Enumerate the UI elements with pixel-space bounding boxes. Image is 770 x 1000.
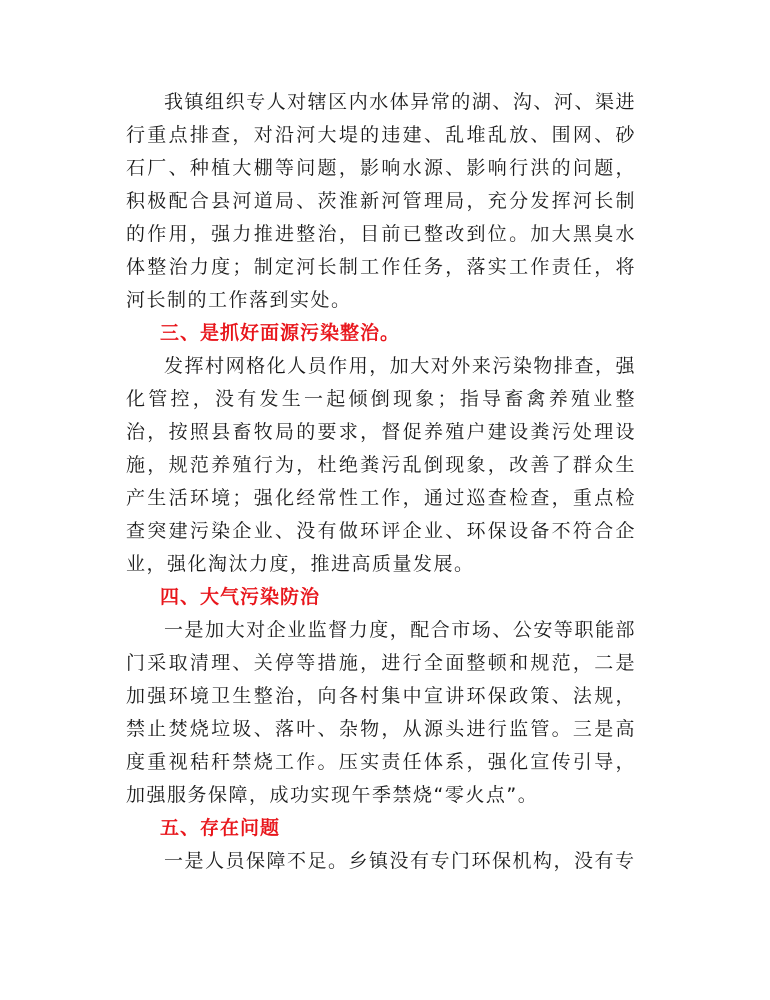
paragraph-existing-problems: 一是人员保障不足。乡镇没有专门环保机构，没有专 bbox=[164, 850, 636, 872]
heading-existing-problems: 五、存在问题 bbox=[160, 817, 281, 839]
document-body bbox=[126, 86, 636, 878]
paragraph-river-chief: 我镇组织专人对辖区内水体异常的湖、沟、河、渠进行重点排查，对沿河大堤的违建、乱堆乱放、围网、砂石厂、种植大棚等问题，影响水源、影响行洪的问题，积极配合县河道局、茨淮新河管理局，充分发挥河长制的作用，强力推进整治，目前已整改到位。加大黑臭水体整治力度；制定河长制工作任务，落实工作责任，将河长制的工作落到实处。 bbox=[126, 91, 636, 311]
paragraph-air-pollution: 一是加大对企业监督力度，配合市场、公安等职能部门采取清理、关停等措施，进行全面整顿和规范，二是加强环境卫生整治，向各村集中宣讲环保政策、法规，禁止焚烧垃圾、落叶、杂物，从源头进行监管。三是高度重视秸秆禁烧工作。压实责任体系，强化宣传引导，加强服务保障，成功实现午季禁烧“零火点”。 bbox=[126, 619, 636, 806]
heading-air-pollution: 四、大气污染防治 bbox=[160, 586, 321, 608]
heading-nonpoint-pollution: 三、是抓好面源污染整治。 bbox=[160, 322, 401, 344]
paragraph-nonpoint-pollution: 发挥村网格化人员作用，加大对外来污染物排查，强化管控，没有发生一起倾倒现象；指导畜禽养殖业整治，按照县畜牧局的要求，督促养殖户建设粪污处理设施，规范养殖行为，杜绝粪污乱倒现象，改善了群众生产生活环境；强化经常性工作，通过巡查检查，重点检查突建污染企业、没有做环评企业、环保设备不符合企业，强化淘汰力度，推进高质量发展。 bbox=[126, 355, 636, 575]
